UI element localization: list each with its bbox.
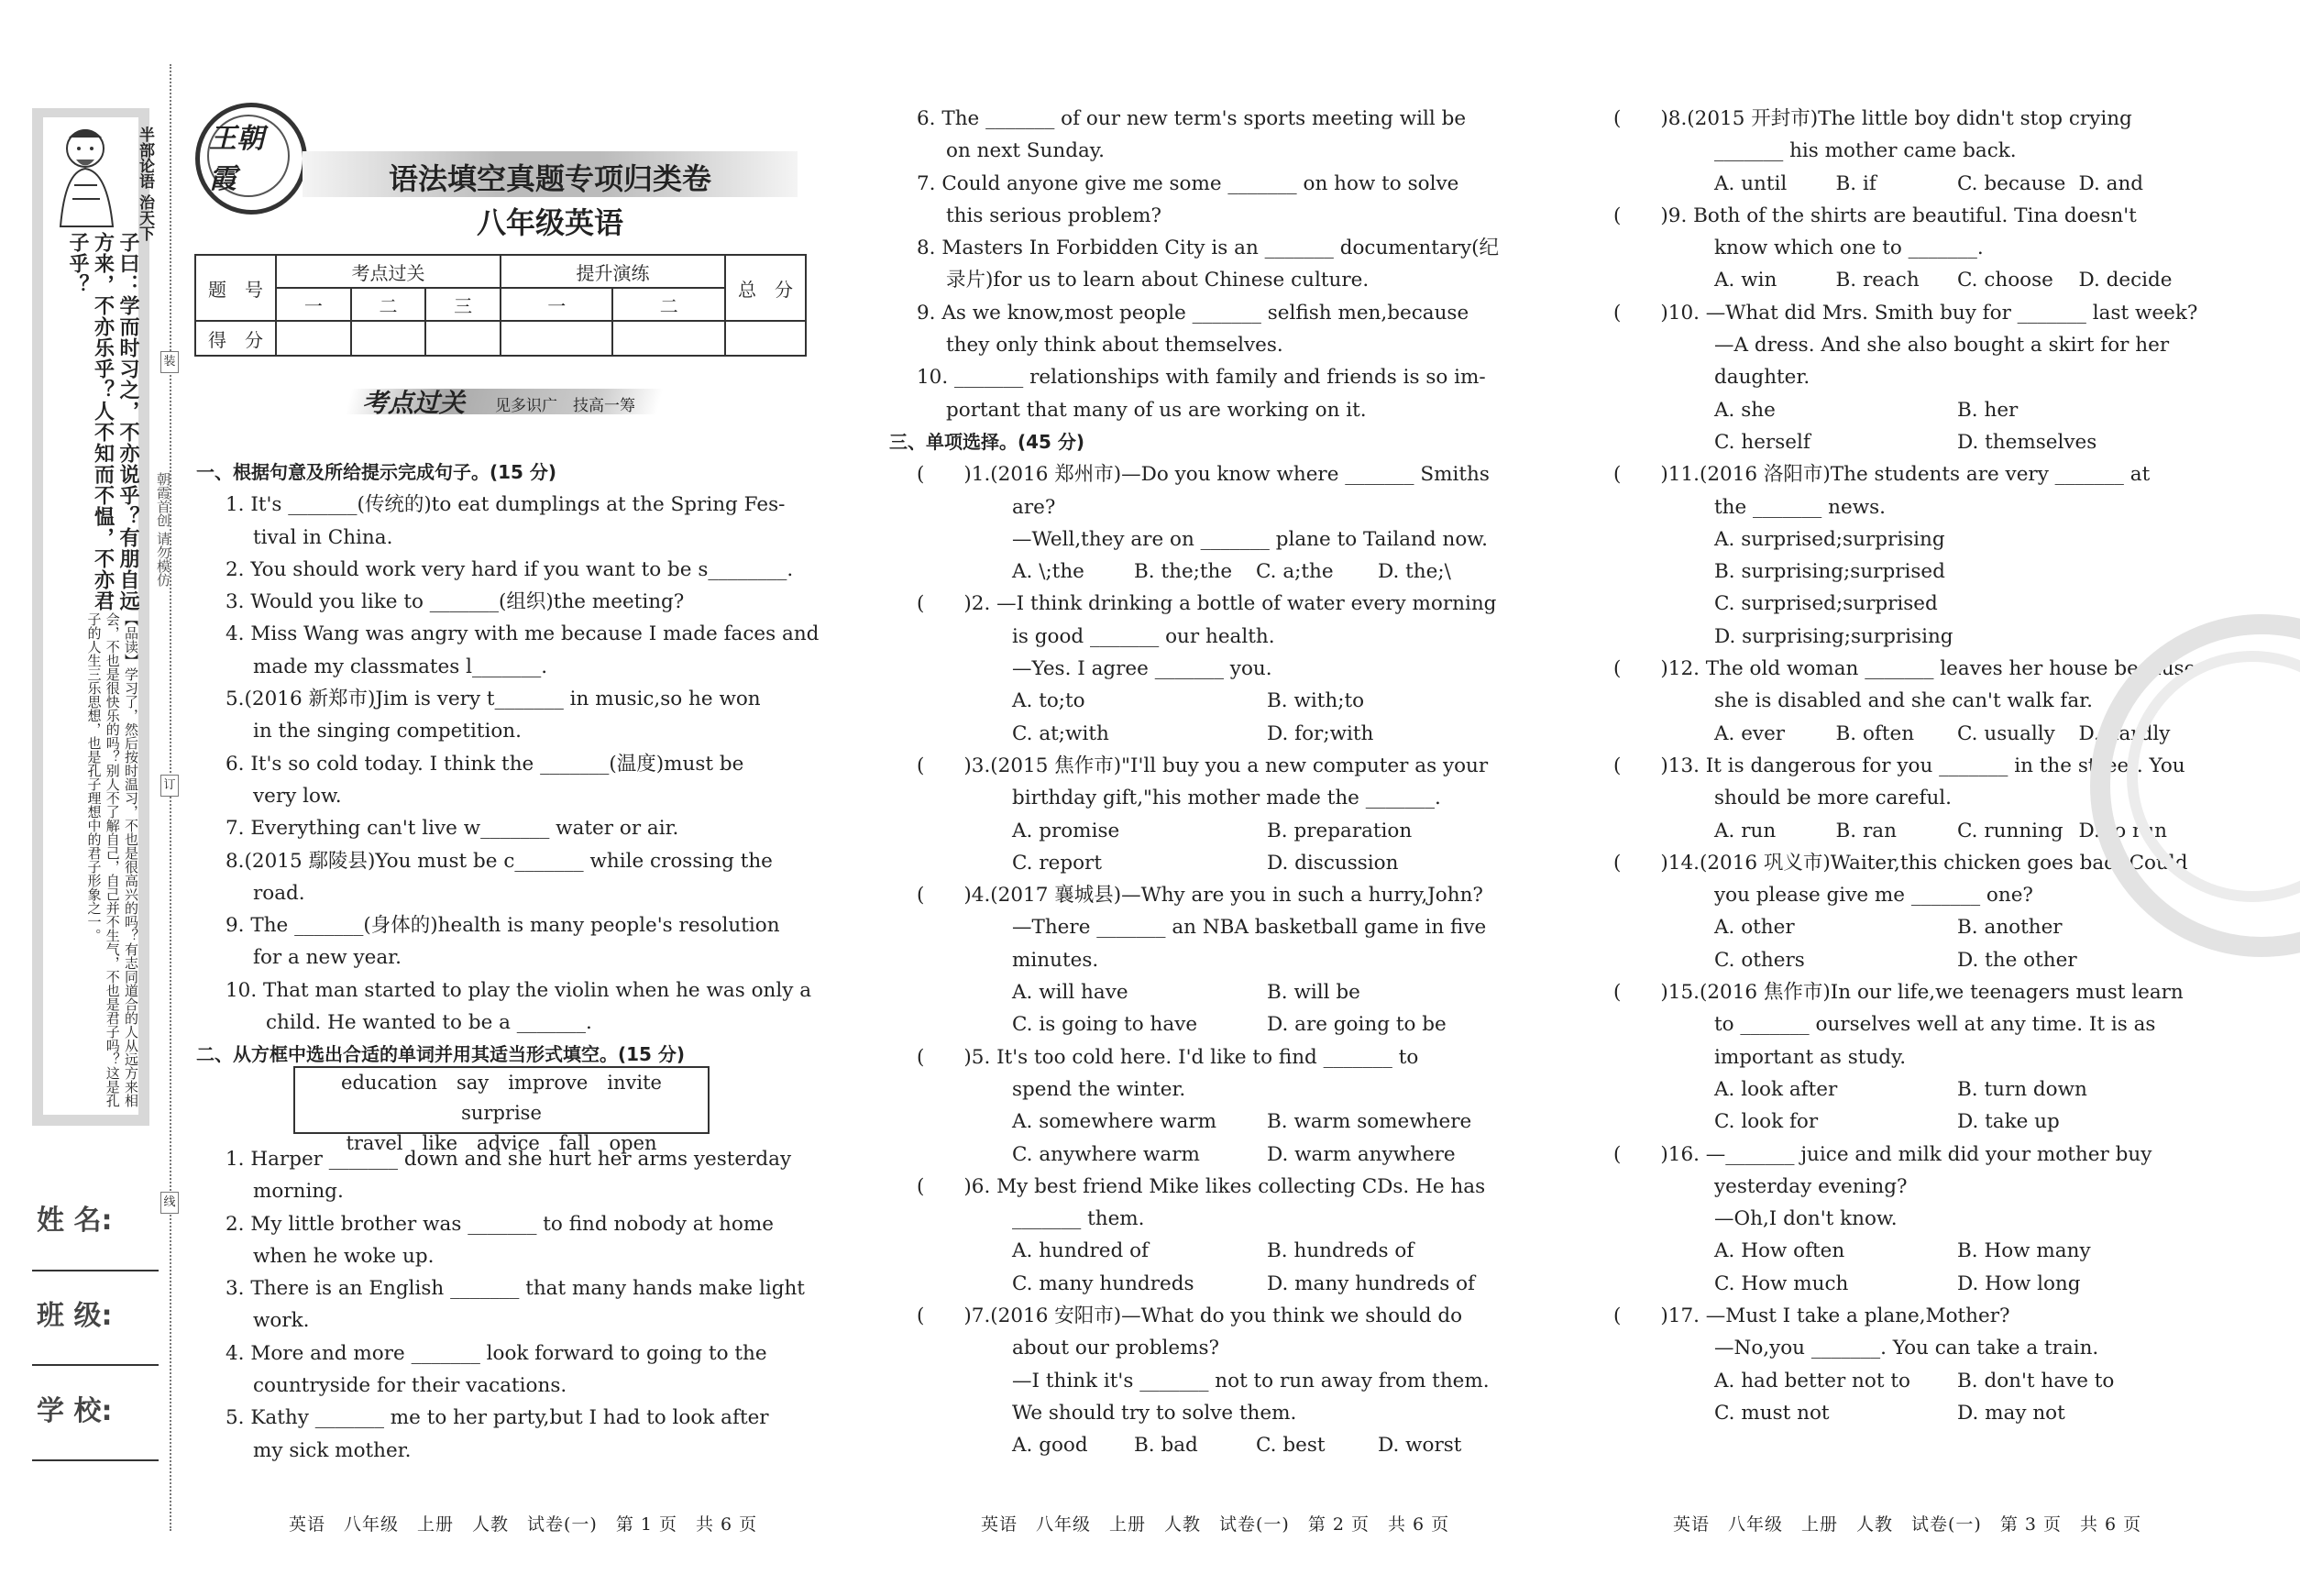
page2-column [889,103,1522,1461]
answer-options [1613,1235,2200,1267]
question-line: ( )16. —_______ juice and milk did your mother buy [1613,1142,2152,1166]
answer-options [917,1268,1522,1300]
answer-option[interactable]: C. a;the [1256,560,1334,584]
answer-options [917,718,1522,750]
answer-option[interactable]: B. the;the [1134,560,1233,584]
section-banner-tagline: 见多识广 技高一筹 [495,397,635,415]
page-footer: 英语 八年级 上册 人教 试卷(一) 第 1 页 共 6 页 [289,1514,758,1535]
question-line: 4. Miss Wang was angry with me because I made faces and [226,622,820,646]
question-line: ( )9. Both of the shirts are beautiful. Tina doesn't [1613,204,2137,227]
question-line: child. He wanted to be a _______. [266,1011,592,1035]
answer-option[interactable]: B. ran [1835,819,1897,842]
cut-mark: 订 [160,775,179,797]
strip-motto: 子曰：学而时习之，不亦说乎？有朋自远方来，不亦乐乎？人不知而不愠，不亦君子乎？ [66,232,140,611]
question-line: 8.(2015 鄢陵县)You must be c_______ while crossing the [226,849,773,873]
answer-options [1613,1073,2200,1106]
answer-options [917,1139,1522,1171]
answer-option[interactable]: B. with;to [1267,689,1365,713]
answer-options [917,685,1522,717]
question-line: ( )5. It's too cold here. I'd like to find _______ to [917,1045,1419,1069]
question-line: tival in China. [253,525,393,549]
school-field[interactable] [32,1459,159,1461]
page1-section2 [196,1143,810,1467]
class-label: 班 级: [37,1300,113,1332]
answer-option[interactable]: C. at;with [1012,721,1109,745]
answer-option[interactable]: D. themselves [1957,430,2097,454]
cut-mark: 装 [160,351,179,373]
section-heading: 二、从方框中选出合适的单词并用其适当形式填空。(15 分) [196,1043,686,1066]
question-line: road. [253,881,305,905]
name-field[interactable] [32,1270,159,1271]
question-line: 9. As we know,most people _______ selfish men,because [917,301,1469,325]
question-line: 7. Everything can't live w_______ water or air. [226,817,679,841]
question-line: 4. More and more _______ look forward to going to the [226,1341,767,1365]
page-footer: 英语 八年级 上册 人教 试卷(一) 第 3 页 共 6 页 [1673,1514,2142,1535]
answer-options [1613,1365,2200,1397]
question-line: _______ his mother came back. [1714,139,2017,163]
answer-options [1613,523,2200,556]
answer-options [917,1008,1522,1040]
question-line: 2. My little brother was _______ to find nobody at home [226,1212,774,1236]
answer-option[interactable]: B. warm somewhere [1267,1110,1472,1134]
answer-option[interactable]: D. for;with [1267,721,1374,745]
answer-option[interactable]: B. her [1957,398,2019,422]
answer-option[interactable]: A. look after [1714,1077,1838,1101]
question-line: in the singing competition. [253,720,522,743]
answer-option[interactable]: A. other [1714,916,1795,940]
question-line: countryside for their vacations. [253,1374,567,1398]
question-line: ( )10. —What did Mrs. Smith buy for _______ last week? [1613,301,2198,325]
answer-option[interactable]: D. surprising;surprising [1714,624,1953,648]
page-title: 语法填空真题专项归类卷 [388,161,711,196]
answer-option[interactable]: D. are going to be [1267,1013,1447,1037]
answer-options [917,847,1522,879]
question-line: ( )12. The old woman _______ leaves her house because [1613,657,2196,681]
answer-option[interactable]: C. How much [1714,1271,1849,1295]
answer-option[interactable]: C. many hundreds [1012,1271,1194,1295]
question-line: made my classmates l_______. [253,655,548,678]
name-label: 姓 名: [37,1205,113,1237]
answer-option[interactable]: C. usually [1957,721,2055,745]
score-input[interactable] [725,321,806,356]
strip-slogan: 半部论语 治天下 [136,127,154,241]
answer-options [1613,168,2200,200]
brand-logo [195,103,307,215]
question-line: We should try to solve them. [1012,1401,1297,1425]
page-footer: 英语 八年级 上册 人教 试卷(一) 第 2 页 共 6 页 [981,1514,1450,1535]
answer-option[interactable]: A. run [1714,819,1777,842]
answer-options [1613,556,2200,588]
question-line: my sick mother. [253,1438,412,1462]
answer-option[interactable]: A. good [1012,1434,1088,1458]
question-line: portant that many of us are working on it. [946,398,1367,422]
question-line: are? [1012,495,1056,519]
word-box [293,1066,710,1154]
section-heading: 三、单项选择。(45 分) [889,430,1085,453]
question-line: they only think about themselves. [946,334,1283,358]
question-line: —Oh,I don't know. [1714,1207,1898,1231]
question-line: 8. Masters In Forbidden City is an _______ documentary(纪 [917,237,1500,260]
answer-option[interactable]: B. hundreds of [1267,1239,1414,1263]
answer-option[interactable]: B. bad [1134,1434,1198,1458]
question-line: 7. Could anyone give me some _______ on how to solve [917,171,1459,195]
answer-option[interactable]: D. worst [1378,1434,1462,1458]
answer-options [1613,1397,2200,1429]
cut-mark: 线 [160,1192,179,1214]
question-line: you please give me _______ one? [1714,884,2033,908]
question-line: —No,you _______. You can take a train. [1714,1337,2099,1360]
answer-option[interactable]: B. surprising;surprised [1714,560,1945,584]
answer-options [1613,1268,2200,1300]
answer-option[interactable]: B. turn down [1957,1077,2087,1101]
question-line: ( )7.(2016 安阳市)—What do you think we should do [917,1304,1463,1327]
answer-option[interactable]: A. win [1714,269,1777,292]
page-subtitle: 八年级英语 [476,205,623,240]
answer-option[interactable]: A. \;the [1012,560,1084,584]
table-cell: 一 [276,288,351,321]
answer-option[interactable]: A. will have [1012,981,1128,1005]
question-line: minutes. [1012,948,1099,972]
answer-option[interactable]: B. if [1835,171,1876,195]
question-line: when he woke up. [253,1244,435,1268]
question-line: ( )14.(2016 巩义市)Waiter,this chicken goes bad. Could [1613,851,2188,875]
score-table [194,254,807,357]
question-line: ( )8.(2015 开封市)The little boy didn't stop crying [1613,107,2132,130]
question-line: 9. The _______(身体的)health is many people's resolution [226,914,780,938]
answer-option[interactable]: C. report [1012,851,1102,875]
question-line: ( )2. —I think drinking a bottle of water every morning [917,592,1497,616]
question-line: 10. That man started to play the violin when he was only a [226,978,812,1002]
answer-options [917,1235,1522,1267]
answer-option[interactable]: B. will be [1267,981,1360,1005]
answer-option[interactable]: D. the other [1957,948,2077,972]
answer-options [1613,944,2200,976]
answer-option[interactable]: C. must not [1714,1401,1830,1425]
table-cell: 二 [351,288,426,321]
answer-options [917,976,1522,1008]
answer-option[interactable]: C. running [1957,819,2063,842]
answer-option[interactable]: D. may not [1957,1401,2065,1425]
answer-option[interactable]: C. look for [1714,1110,1819,1134]
question-line: this serious problem? [946,204,1162,227]
answer-options [1613,588,2200,620]
answer-option[interactable]: D. hardly [2078,721,2171,745]
table-cell: 题 号 [195,255,276,321]
question-line: 3. Would you like to _______(组织)the meeting? [226,590,685,614]
question-line: 10. _______ relationships with family and friends is so im- [917,366,1486,390]
answer-option[interactable]: C. surprised;surprised [1714,592,1938,616]
answer-option[interactable]: A. had better not to [1714,1369,1910,1392]
answer-options [1613,426,2200,458]
answer-option[interactable]: C. anywhere warm [1012,1142,1200,1166]
table-cell: 得 分 [195,321,276,356]
answer-options [1613,621,2200,653]
score-input[interactable] [425,321,501,356]
table-cell: 提升演练 [501,255,725,288]
question-line: —There _______ an NBA basketball game in five [1012,916,1487,940]
answer-options [917,556,1522,588]
cut-line [170,64,171,1531]
answer-option[interactable]: B. another [1957,916,2063,940]
question-line: the _______ news. [1714,495,1886,519]
question-line: work. [253,1309,310,1333]
answer-option[interactable]: D. the;\ [1378,560,1451,584]
table-cell: 一 [501,288,613,321]
question-line: 5.(2016 新郑市)Jim is very t_______ in music,so he won [226,688,761,711]
confucius-portrait-icon [47,121,131,231]
question-line: daughter. [1714,366,1810,390]
question-line: ( )17. —Must I take a plane,Mother? [1613,1304,2010,1327]
answer-options [917,815,1522,847]
answer-option[interactable]: D. take up [1957,1110,2060,1134]
question-line: ( )13. It is dangerous for you _______ in the street. You [1613,754,2185,777]
question-line: ( )1.(2016 郑州市)—Do you know where _______ Smiths [917,463,1490,487]
table-cell: 总 分 [725,255,806,321]
question-line: should be more careful. [1714,787,1953,810]
question-line: 1. It's _______(传统的)to eat dumplings at the Spring Fes- [226,493,786,517]
question-line: 6. The _______ of our new term's sports meeting will be [917,107,1467,130]
score-input[interactable] [501,321,613,356]
answer-option[interactable]: D. warm anywhere [1267,1142,1456,1166]
answer-options [1613,911,2200,943]
binding-strip [32,108,154,1126]
question-line: ( )3.(2015 焦作市)"I'll buy you a new computer as your [917,754,1489,777]
question-line: on next Sunday. [946,139,1105,163]
answer-option[interactable]: A. hundred of [1012,1239,1149,1263]
answer-options [1613,264,2200,296]
question-line: important as study. [1714,1045,1907,1069]
answer-option[interactable]: B. How many [1957,1239,2091,1263]
class-field[interactable] [32,1364,159,1366]
question-line: ( )11.(2016 洛阳市)The students are very _______ at [1613,463,2151,487]
table-cell: 二 [612,288,725,321]
answer-option[interactable]: C. is going to have [1012,1013,1198,1037]
word-box-row: travel like advice fall open [346,1132,657,1154]
answer-option[interactable]: A. promise [1012,819,1120,842]
question-line: ( )15.(2016 焦作市)In our life,we teenagers must learn [1613,981,2184,1005]
question-line: yesterday evening? [1714,1174,1908,1198]
section-banner-title: 考点过关 [362,388,466,418]
answer-option[interactable]: C. herself [1714,430,1810,454]
school-label: 学 校: [37,1395,113,1427]
question-line: know which one to _______. [1714,237,1984,260]
answer-options [1613,1106,2200,1138]
cut-text: 朝霞首创 请勿模仿 [155,472,171,587]
question-line: 5. Kathy _______ me to her party,but I had to look after [226,1406,769,1430]
answer-option[interactable]: A. until [1714,171,1788,195]
answer-option[interactable]: A. How often [1714,1239,1845,1263]
table-cell: 考点过关 [276,255,501,288]
answer-option[interactable]: B. preparation [1267,819,1413,842]
question-line: —Yes. I agree _______ you. [1012,657,1272,681]
answer-option[interactable]: A. to;to [1012,689,1085,713]
section-banner [348,383,660,420]
question-line: for a new year. [253,946,402,970]
question-line: she is disabled and she can't walk far. [1714,689,2093,713]
question-line: very low. [253,784,342,808]
answer-options [917,1429,1522,1461]
answer-option[interactable]: C. others [1714,948,1805,972]
mcq-list [917,458,1522,1461]
question-line: —A dress. And she also bought a skirt for her [1714,334,2170,358]
answer-option[interactable]: A. surprised;surprising [1714,527,1945,551]
question-line: —I think it's _______ not to run away from them. [1012,1369,1490,1392]
logo-text: 王朝霞 [207,115,290,197]
word-box-row: education say improve invite surprise [341,1072,681,1124]
answer-option[interactable]: A. somewhere warm [1012,1110,1216,1134]
question-line: 6. It's so cold today. I think the _______(温度)must be [226,752,744,776]
answer-option[interactable]: B. don't have to [1957,1369,2115,1392]
answer-option[interactable]: B. reach [1835,269,1920,292]
question-line: 2. You should work very hard if you want to be s________. [226,557,794,581]
answer-options [917,1106,1522,1138]
answer-option[interactable]: C. choose [1957,269,2053,292]
score-input[interactable] [276,321,351,356]
answer-option[interactable]: D. discussion [1267,851,1399,875]
score-input[interactable] [612,321,725,356]
question-line: 3. There is an English _______ that many hands make light [226,1277,805,1301]
strip-note: 【品读】学习了，然后按时温习，不也是很高兴的吗？有志同道合的人从远方来相会，不也是很快乐的吗？别人不了解自己，自己并不生气，不也是君子吗？这是孔子的人生三乐思想，也是孔子理想中的君子形象之一。 [85,612,139,1107]
question-line: about our problems? [1012,1337,1220,1360]
answer-option[interactable]: B. often [1835,721,1915,745]
score-input[interactable] [351,321,426,356]
question-line: morning. [253,1180,344,1204]
answer-option[interactable]: D. decide [2078,269,2173,292]
answer-option[interactable]: A. she [1714,398,1776,422]
answer-option[interactable]: C. because [1957,171,2066,195]
question-line: spend the winter. [1012,1077,1186,1101]
question-line: to _______ ourselves well at any time. It is as [1714,1013,2156,1037]
answer-option[interactable]: C. best [1256,1434,1326,1458]
question-line: is good _______ our health. [1012,624,1275,648]
answer-options [1613,394,2200,426]
answer-option[interactable]: A. ever [1714,721,1786,745]
question-line: birthday gift,"his mother made the _______. [1012,787,1441,810]
answer-option[interactable]: D. many hundreds of [1267,1271,1476,1295]
question-line: 1. Harper _______ down and she hurt her arms yesterday [226,1148,792,1171]
question-line: ( )4.(2017 襄城县)—Why are you in such a hurry,John? [917,884,1483,908]
answer-option[interactable]: D. and [2078,171,2144,195]
question-line: ( )6. My best friend Mike likes collecting CDs. He has [917,1174,1486,1198]
section-heading: 一、根据句意及所给提示完成句子。(15 分) [196,461,557,483]
question-line: —Well,they are on _______ plane to Tailand now. [1012,527,1488,551]
answer-option[interactable]: D. How long [1957,1271,2081,1295]
question-line: 录片)for us to learn about Chinese culture. [946,269,1370,292]
table-cell: 三 [425,288,501,321]
page1-section1 [196,457,820,1072]
question-line: _______ them. [1012,1207,1145,1231]
answer-option[interactable]: D. to run [2078,819,2168,842]
